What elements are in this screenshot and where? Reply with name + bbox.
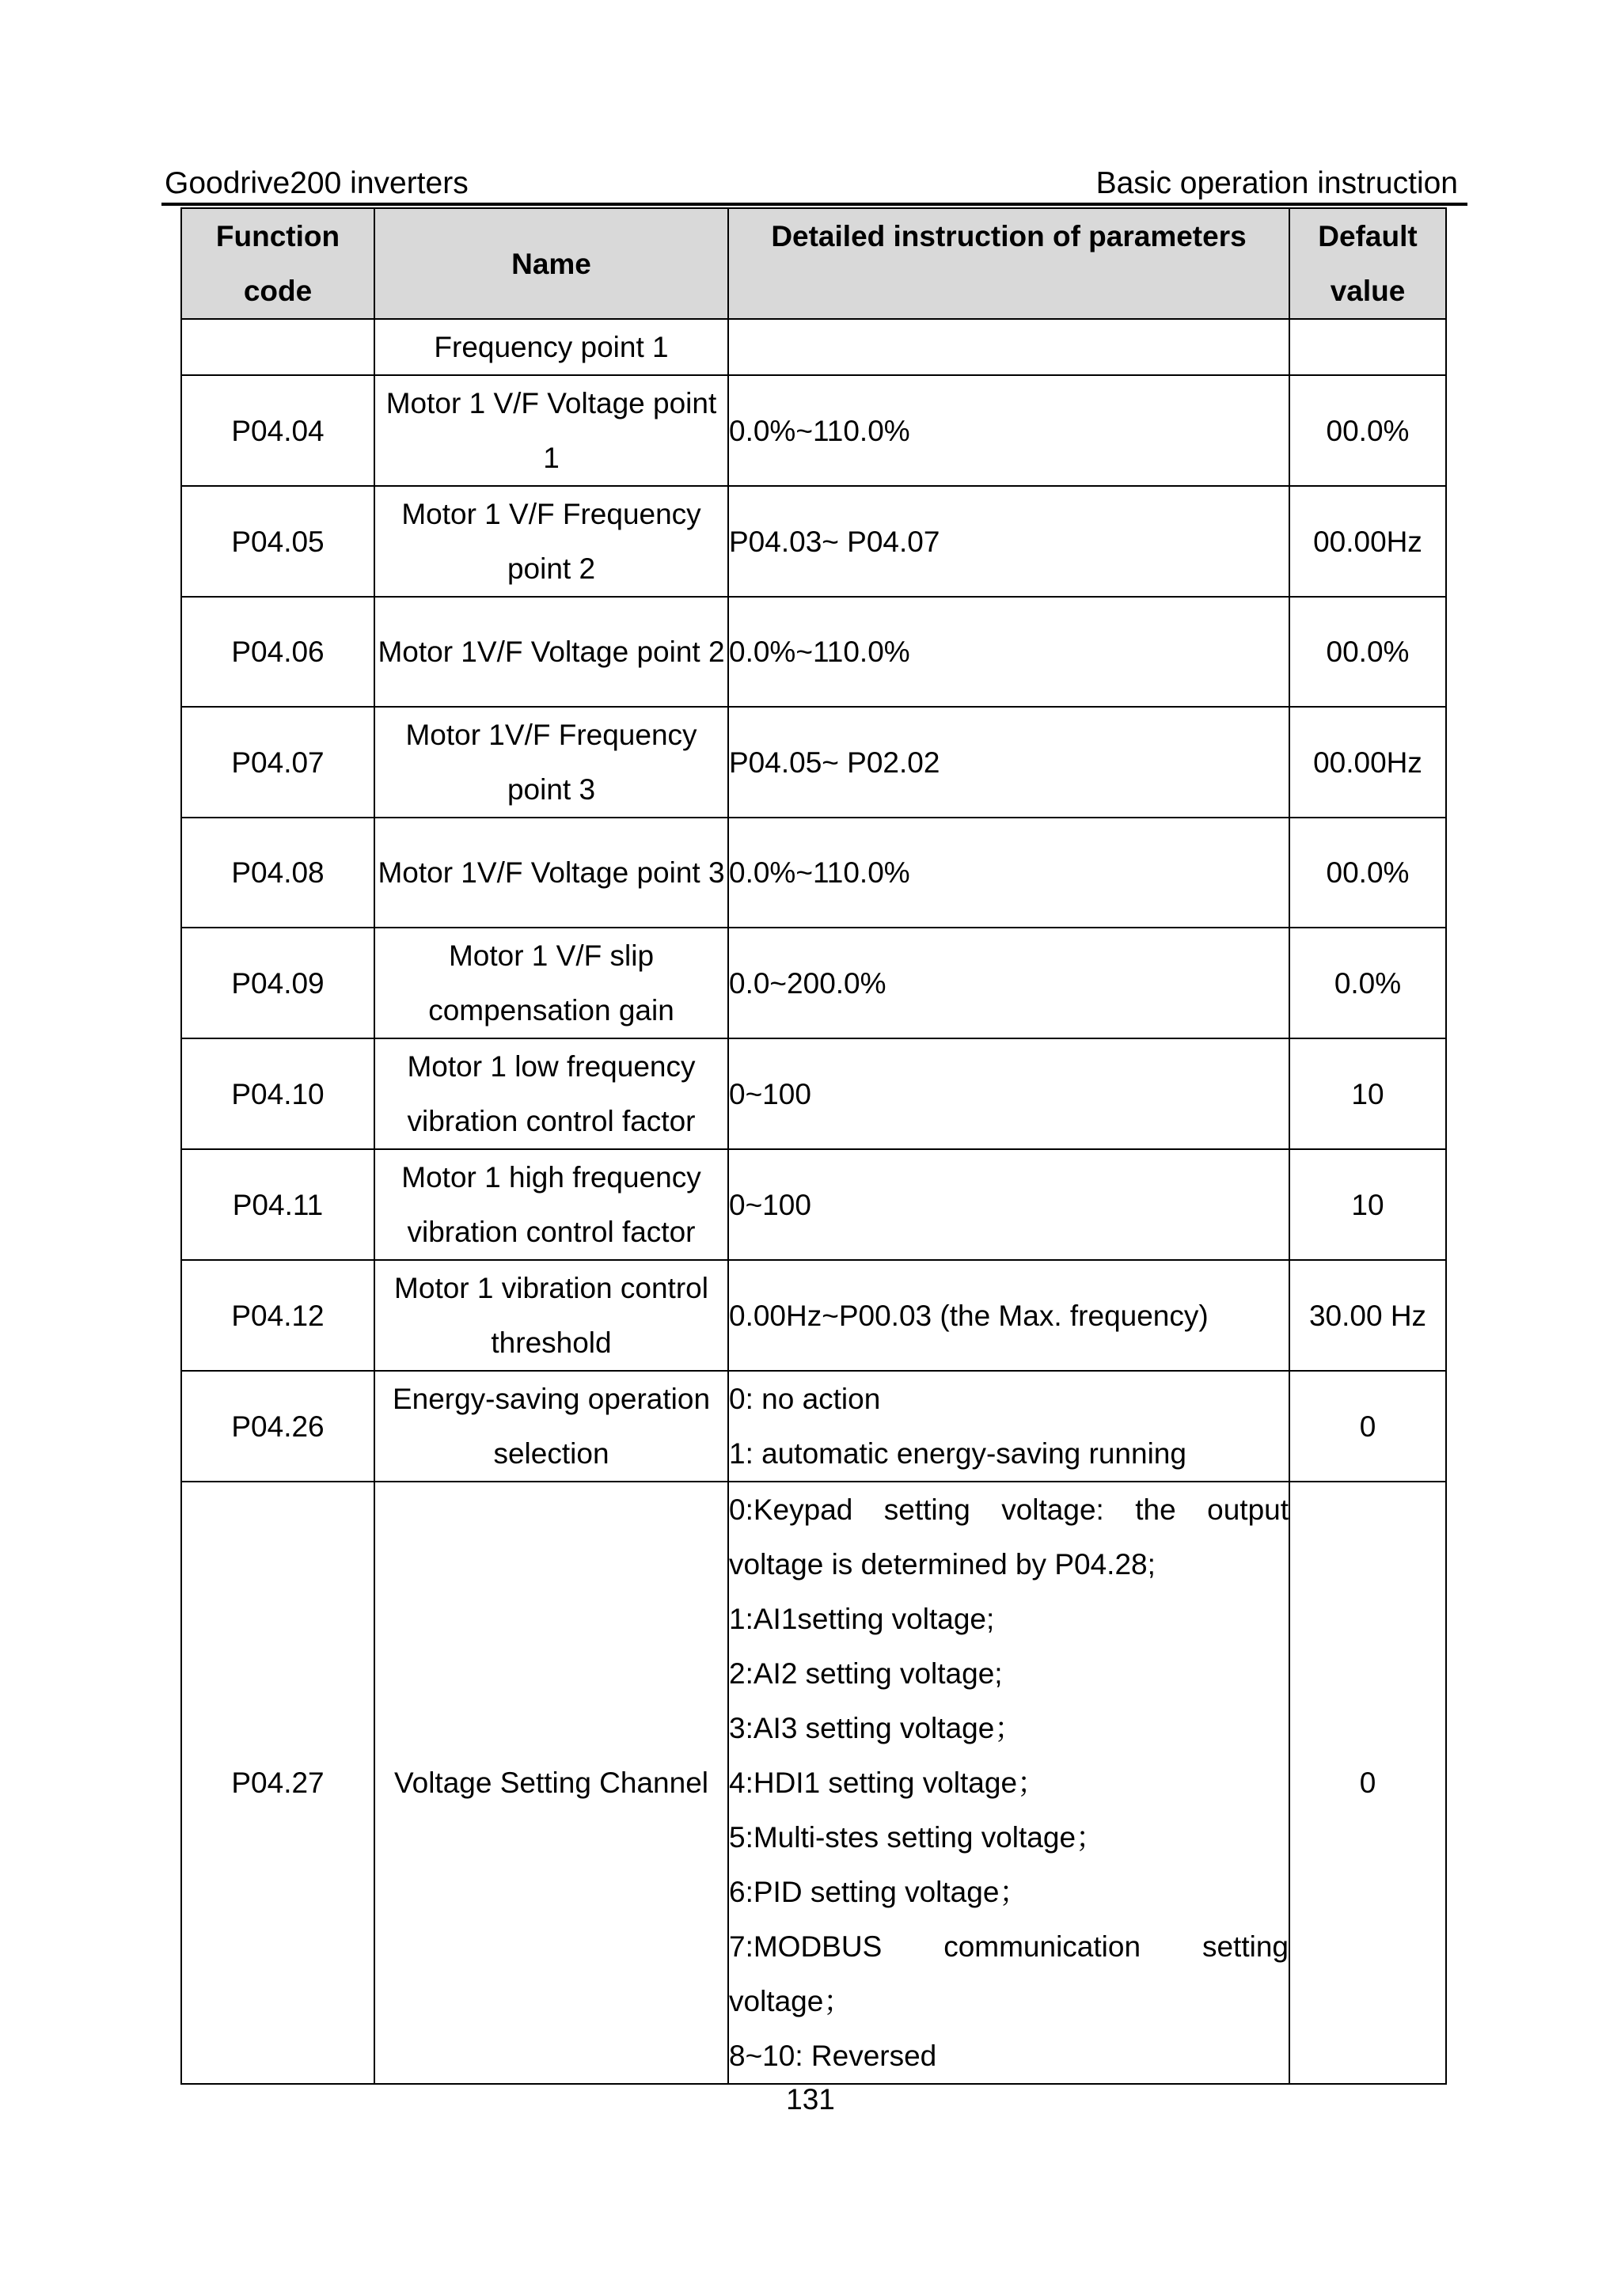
detail-line: 0.0%~110.0%: [729, 856, 910, 889]
detail-line: 0.0%~110.0%: [729, 414, 910, 447]
default-value-cell: 0.0%: [1289, 928, 1446, 1038]
column-header-default-value: Default value: [1289, 208, 1446, 319]
parameter-name-cell: Motor 1 vibration control threshold: [374, 1260, 728, 1371]
detail-line: 0~100: [729, 1188, 811, 1221]
parameter-name-cell: Motor 1V/F Voltage point 2: [374, 597, 728, 707]
detail-line: 4:HDI1 setting voltage；: [729, 1767, 1047, 1799]
column-header-name: Name: [374, 208, 728, 319]
parameter-detail-cell: [728, 818, 1289, 928]
function-code-cell: P04.27: [181, 1482, 374, 2084]
header-product-title: Goodrive200 inverters: [165, 166, 469, 200]
parameter-detail-cell: [728, 597, 1289, 707]
parameter-name-cell: Frequency point 1: [374, 319, 728, 375]
parameter-name-cell: Energy-saving operation selection: [374, 1371, 728, 1482]
running-header: [161, 163, 1467, 207]
parameter-detail-cell: [728, 1371, 1289, 1482]
function-code-cell: P04.11: [181, 1149, 374, 1260]
table-row: [181, 319, 1446, 375]
table-row: [181, 707, 1446, 818]
parameter-name-cell: Motor 1 V/F Voltage point 1: [374, 375, 728, 486]
parameter-table: [180, 207, 1447, 2085]
detail-line: P04.03~ P04.07: [729, 525, 940, 558]
function-code-cell: [181, 319, 374, 375]
table-row: [181, 928, 1446, 1038]
table-row: [181, 1371, 1446, 1482]
column-header-function-code: Function code: [181, 208, 374, 319]
detail-line: P04.05~ P02.02: [729, 746, 940, 779]
page-number: 131: [786, 2083, 835, 2116]
default-value-cell: 00.00Hz: [1289, 486, 1446, 597]
function-code-cell: P04.04: [181, 375, 374, 486]
parameter-detail-cell: [728, 928, 1289, 1038]
default-value-cell: 0: [1289, 1482, 1446, 2084]
detail-line: 0.00Hz~P00.03 (the Max. frequency): [729, 1299, 1209, 1332]
function-code-cell: P04.05: [181, 486, 374, 597]
parameter-name-cell: Motor 1 V/F slip compensation gain: [374, 928, 728, 1038]
function-code-cell: P04.06: [181, 597, 374, 707]
default-value-cell: 00.0%: [1289, 597, 1446, 707]
detail-line: 1: automatic energy-saving running: [729, 1437, 1186, 1470]
default-value-cell: [1289, 319, 1446, 375]
parameter-detail-cell: [728, 486, 1289, 597]
detail-line: 7:MODBUS communication setting voltage；: [729, 1930, 1289, 2017]
parameter-name-cell: Motor 1V/F Frequency point 3: [374, 707, 728, 818]
function-code-cell: P04.12: [181, 1260, 374, 1371]
parameter-detail-cell: [728, 375, 1289, 486]
default-value-cell: 00.0%: [1289, 818, 1446, 928]
detail-line: 2:AI2 setting voltage;: [729, 1657, 1003, 1690]
default-value-cell: 00.0%: [1289, 375, 1446, 486]
function-code-cell: P04.08: [181, 818, 374, 928]
table-row: [181, 1038, 1446, 1149]
table-row: [181, 597, 1446, 707]
detail-line: 0.0%~110.0%: [729, 636, 910, 668]
default-value-cell: 00.00Hz: [1289, 707, 1446, 818]
default-value-cell: 0: [1289, 1371, 1446, 1482]
parameter-name-cell: Motor 1 high frequency vibration control factor: [374, 1149, 728, 1260]
default-value-cell: 10: [1289, 1038, 1446, 1149]
detail-line: 0: no action: [729, 1383, 881, 1415]
table-row: [181, 1260, 1446, 1371]
table-header-row: [181, 208, 1446, 319]
detail-line: 0~100: [729, 1077, 811, 1110]
detail-line: 6:PID setting voltage；: [729, 1876, 1029, 1908]
parameter-name-cell: Voltage Setting Channel: [374, 1482, 728, 2084]
parameter-name-cell: Motor 1V/F Voltage point 3: [374, 818, 728, 928]
function-code-cell: P04.10: [181, 1038, 374, 1149]
header-section-title: Basic operation instruction: [1095, 166, 1458, 200]
default-value-cell: 30.00 Hz: [1289, 1260, 1446, 1371]
parameter-name-cell: Motor 1 V/F Frequency point 2: [374, 486, 728, 597]
table-row: [181, 486, 1446, 597]
function-code-cell: P04.26: [181, 1371, 374, 1482]
parameter-detail-cell: [728, 1038, 1289, 1149]
column-header-detail: Detailed instruction of parameters: [728, 208, 1289, 319]
detail-line: 8~10: Reversed: [729, 2040, 937, 2072]
header-rule: [161, 203, 1467, 206]
parameter-detail-cell: [728, 707, 1289, 818]
detail-line: 1:AI1setting voltage;: [729, 1603, 995, 1635]
parameter-detail-cell: [728, 1260, 1289, 1371]
parameter-detail-cell: [728, 1149, 1289, 1260]
table-row: [181, 1149, 1446, 1260]
parameter-name-cell: Motor 1 low frequency vibration control factor: [374, 1038, 728, 1149]
function-code-cell: P04.09: [181, 928, 374, 1038]
detail-line: 3:AI3 setting voltage；: [729, 1712, 1024, 1744]
detail-line: 5:Multi-stes setting voltage；: [729, 1821, 1106, 1854]
function-code-cell: P04.07: [181, 707, 374, 818]
detail-line: 0.0~200.0%: [729, 966, 886, 1000]
parameter-detail-cell: [728, 1482, 1289, 2084]
table-row: [181, 818, 1446, 928]
table-row: [181, 1482, 1446, 2084]
default-value-cell: 10: [1289, 1149, 1446, 1260]
table-row: [181, 375, 1446, 486]
parameter-rows: [181, 319, 1446, 2084]
detail-line: 0:Keypad setting voltage: the output voltage is determined by P04.28;: [729, 1493, 1289, 1581]
parameter-detail-cell: [728, 319, 1289, 375]
